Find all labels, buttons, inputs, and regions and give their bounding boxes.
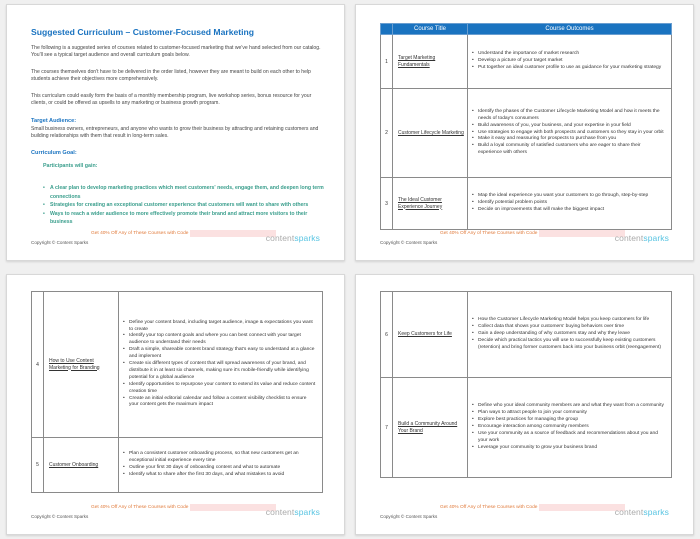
page-3 <box>6 274 345 535</box>
curriculum-table <box>380 23 672 230</box>
outcome-item: • Build a loyal community of satisfied customers who are eager to share their experience with others <box>478 143 665 157</box>
promo-code-box <box>539 230 625 237</box>
promo-text: Get 40% Off Any of These Courses with Code <box>91 505 189 510</box>
outcome-item: • Plan a consistent customer onboarding process, so that new customers get an exceptional initial experience every time <box>129 451 316 465</box>
intro-paragraph: The following is a suggested series of courses related to customer-focused marketing that we've hand selected from our catalog. You'll see a typical target audience and overall curriculum goals below. <box>31 45 321 59</box>
course-outcomes <box>468 89 672 178</box>
outcome-item: • Use strategies to engage with both prospects and customers so they stay in your orbit <box>478 130 665 137</box>
outcome-item: • Decide which practical tactics you will use to successfully keep existing customers (retention) and bring former customers back into your business orbit (reengagement) <box>478 338 665 352</box>
course-number: 2 <box>381 89 393 178</box>
brand-logo: contentsparks <box>614 507 669 517</box>
page-footer <box>356 504 693 526</box>
course-outcomes <box>468 178 672 230</box>
outcome-item: • Outline your first 30 days of onboarding content and what to automate <box>129 465 316 472</box>
course-outcomes <box>119 438 323 493</box>
course-outcomes <box>468 35 672 89</box>
promo-code-box <box>539 504 625 511</box>
course-link[interactable]: Customer Lifecycle Marketing <box>393 89 468 178</box>
course-outcomes <box>468 292 672 378</box>
course-number: 1 <box>381 35 393 89</box>
course-number: 6 <box>381 292 393 378</box>
table-row <box>381 178 672 230</box>
outcome-item: • Identify what to share after the first 30 days, and what mistakes to avoid <box>129 472 316 479</box>
brand-logo: contentsparks <box>265 233 320 243</box>
promo-line <box>440 504 625 511</box>
outcome-item: • Create six different types of content that will spread awareness of your brand, and distribute it in at least six channels, making sure it's mobile-friendly while identifying potential for a global audience <box>129 361 316 382</box>
outcome-item: • Put together an ideal customer profile to use as guidance for your marketing strategy <box>478 65 665 72</box>
outcome-item: • Encourage interaction among community members <box>478 424 665 431</box>
goal-item: • Strategies for creating an exceptional customer experience that customers will want to share with others <box>43 201 328 210</box>
outcome-item: • Build awareness of you, your business, and your expertise in your field <box>478 123 665 130</box>
usage-paragraph: This curriculum could easily form the basis of a monthly membership program, live workshop series, bonus resource for your clients, or could be offered as upsells to any marketing or business growth program. <box>31 93 312 107</box>
table-row <box>381 89 672 178</box>
page-2 <box>355 4 694 261</box>
course-link[interactable]: How to Use Content Marketing for Branding <box>44 292 119 438</box>
promo-line <box>91 504 276 511</box>
outcome-item: • Define your content brand, including target audience, image & expectations you want to create <box>129 320 316 334</box>
course-link[interactable]: Target Marketing Fundamentals <box>393 35 468 89</box>
promo-text: Get 40% Off Any of These Courses with Code <box>440 231 538 236</box>
outcome-item: • Identify the phases of the Customer Lifecycle Marketing Model and how it meets the needs of today's consumers <box>478 109 665 123</box>
goal-item: • A clear plan to develop marketing practices which meet customers' needs, engage them, and deepen long term connections <box>43 184 328 201</box>
course-number: 7 <box>381 378 393 478</box>
promo-code-box <box>190 504 276 511</box>
table-row <box>32 292 323 438</box>
header-course-outcomes: Course Outcomes <box>468 24 672 35</box>
goal-item: • Ways to reach a wider audience to more effectively promote their brand and attract more visitors to their business <box>43 210 328 227</box>
outcome-item: • Define who your ideal community members are and what they want from a community <box>478 403 665 410</box>
outcome-item: • Understand the importance of market research <box>478 51 665 58</box>
promo-code-box <box>190 230 276 237</box>
promo-text: Get 40% Off Any of These Courses with Code <box>440 505 538 510</box>
table-row <box>381 292 672 378</box>
target-audience-heading: Target Audience: <box>31 118 77 124</box>
course-number: 4 <box>32 292 44 438</box>
outcome-item: • Gain a deep understanding of why customers stay and why they leave <box>478 331 665 338</box>
brand-logo: contentsparks <box>265 507 320 517</box>
brand-logo: contentsparks <box>614 233 669 243</box>
course-link[interactable]: Customer Onboarding <box>44 438 119 493</box>
outcome-item: • Plan ways to attract people to join your community <box>478 410 665 417</box>
course-number: 5 <box>32 438 44 493</box>
course-number: 3 <box>381 178 393 230</box>
promo-text: Get 40% Off Any of These Courses with Code <box>91 231 189 236</box>
page-4 <box>355 274 694 535</box>
page-footer <box>7 504 344 526</box>
page-footer <box>7 230 344 252</box>
table-row <box>381 378 672 478</box>
outcome-item: • Develop a picture of your target market <box>478 58 665 65</box>
curriculum-table <box>380 291 672 478</box>
outcome-item: • Map the ideal experience you want your customers to go through, step-by-step <box>478 193 665 200</box>
course-link[interactable]: Build a Community Around Your Brand <box>393 378 468 478</box>
outcome-item: • Make it easy and reassuring for prospects to purchase from you <box>478 136 665 143</box>
curriculum-goal-heading: Curriculum Goal: <box>31 150 77 156</box>
outcome-item: • Identify your top content goals and where you can best connect with your target audience to understand their needs <box>129 333 316 347</box>
target-audience-text: Small business owners, entrepreneurs, and anyone who wants to grow their business by attracting and retaining customers and building relationships with them that result in long-term sales. <box>31 126 319 140</box>
header-course-title: Course Title <box>393 24 468 35</box>
outcome-item: • Decide on improvements that will make the biggest impact <box>478 207 665 214</box>
page-title: Suggested Curriculum – Customer-Focused Marketing <box>31 27 254 37</box>
page-1 <box>6 4 345 261</box>
course-outcomes <box>119 292 323 438</box>
copyright: Copyright © Content Sparks <box>380 240 438 245</box>
outcome-item: • Create an initial editorial calendar and follow a content visibility checklist to ensure your content gets the maximum impact <box>129 396 316 410</box>
course-outcomes <box>468 378 672 478</box>
header-number <box>381 24 393 35</box>
outcome-item: • Use your community as a source of feedback and recommendations about you and your work <box>478 431 665 445</box>
outcome-item: • Identify opportunities to repurpose your content to extend its value and reduce content creation time <box>129 382 316 396</box>
copyright: Copyright © Content Sparks <box>31 514 89 519</box>
promo-line <box>91 230 276 237</box>
course-link[interactable]: Keep Customers for Life <box>393 292 468 378</box>
table-row <box>381 35 672 89</box>
page-footer <box>356 230 693 252</box>
outcome-item: • Draft a simple, shareable content brand strategy that's easy to understand at a glance and implement <box>129 347 316 361</box>
copyright: Copyright © Content Sparks <box>380 514 438 519</box>
outcome-item: • Explore best practices for managing the group <box>478 417 665 424</box>
outcome-item: • Identify potential problem points <box>478 200 665 207</box>
outcome-item: • Collect data that shows your customers' buying behaviors over time <box>478 324 665 331</box>
participants-gain-label: Participants will gain: <box>43 163 98 169</box>
copyright: Copyright © Content Sparks <box>31 240 89 245</box>
outcome-item: • How the Customer Lifecycle Marketing Model helps you keep customers for life <box>478 317 665 324</box>
outcome-item: • Leverage your community to grow your business brand <box>478 445 665 452</box>
order-paragraph: The courses themselves don't have to be delivered in the order listed, however they are meant to build on each other to help students achieve their objectives more comprehensively. <box>31 69 311 83</box>
promo-line <box>440 230 625 237</box>
goal-list <box>43 184 328 227</box>
table-header-row <box>381 24 672 35</box>
course-link[interactable]: The Ideal Customer Experience Journey <box>393 178 468 230</box>
table-row <box>32 438 323 493</box>
curriculum-table <box>31 291 323 493</box>
